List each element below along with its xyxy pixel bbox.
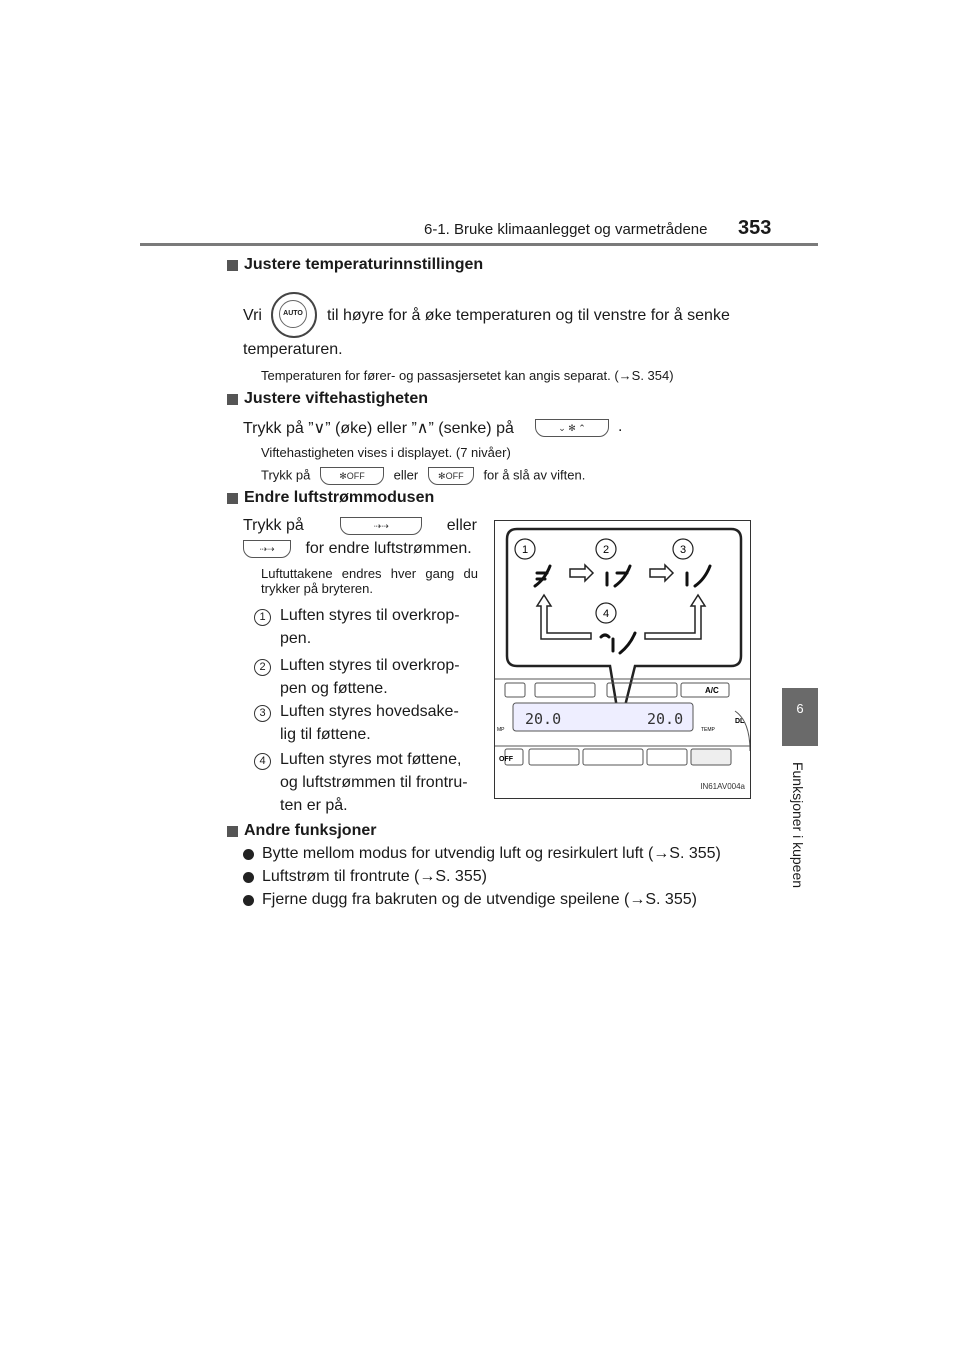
chapter-label: Funksjoner i kupeen xyxy=(790,761,806,889)
figure-code: IN61AV004a xyxy=(700,782,745,791)
ac-label: A/C xyxy=(705,686,719,695)
fan-line1-end: . xyxy=(618,418,623,435)
other-bullet-1: Bytte mellom modus for utvendig luft og resirkulert luft (→S. 355) xyxy=(243,845,721,863)
temp-heading: Justere temperaturinnstillingen xyxy=(227,256,483,274)
heading-square-icon xyxy=(227,394,238,405)
temp-line1-rest: til høyre for å øke temperaturen og til venstre for å senke xyxy=(327,307,730,324)
heading-square-icon xyxy=(227,493,238,504)
callout-2-icon: 2 xyxy=(254,659,271,676)
heading-square-icon xyxy=(227,260,238,271)
fan-speed-button-icon: ⌄ ✻ ⌃ xyxy=(535,419,609,437)
airflow-line1: Trykk på ⇢⇢ eller xyxy=(243,517,477,535)
page-number: 353 xyxy=(738,217,772,239)
airflow-mode-button-icon-2: ⇢⇢ xyxy=(243,540,291,558)
callout-num-2: 2 xyxy=(602,544,610,556)
fan-note1: Viftehastigheten vises i displayet. (7 nivåer) xyxy=(261,445,511,460)
heading-square-icon xyxy=(227,826,238,837)
other-bullet-3: Fjerne dugg fra bakruten og de utvendige speilene (→S. 355) xyxy=(243,891,697,909)
callout-num-3: 3 xyxy=(679,544,687,556)
callout-4-icon: 4 xyxy=(254,753,271,770)
other-bullet-2: Luftstrøm til frontrute (→S. 355) xyxy=(243,868,487,886)
airflow-item-2: 2 Luften styres til overkrop- pen og føttene. xyxy=(254,654,478,677)
temp-label-left: MP xyxy=(497,727,505,733)
display-left: 20.0 xyxy=(525,710,562,728)
airflow-item-1: 1 Luften styres til overkrop- pen. xyxy=(254,604,478,627)
fan-note2: Trykk på ✻OFF eller ✻OFF for å slå av viften. xyxy=(261,467,585,485)
off-label: OFF xyxy=(499,756,513,763)
display-right: 20.0 xyxy=(647,710,684,728)
fan-off-button-icon: ✻OFF xyxy=(320,467,384,485)
callout-num-1: 1 xyxy=(521,544,529,556)
header-rule xyxy=(140,243,818,246)
temp-label-right: TEMP xyxy=(701,727,715,733)
chapter-tab xyxy=(782,688,818,746)
callout-3-icon: 3 xyxy=(254,705,271,722)
airflow-item-4: 4 Luften styres mot føttene, og luftstrømmen til frontru- ten er på. xyxy=(254,748,478,771)
fan-line1: Trykk på ”∨” (øke) eller ”∧” (senke) på xyxy=(243,420,514,437)
fan-button-inline xyxy=(535,419,609,437)
airflow-heading: Endre luftstrømmodusen xyxy=(227,489,434,507)
knob-label: DL xyxy=(735,718,745,725)
temp-line2: temperaturen. xyxy=(243,341,343,358)
callout-num-4: 4 xyxy=(602,608,610,620)
bullet-icon xyxy=(243,872,254,883)
airflow-item-3: 3 Luften styres hovedsake- lig til føttene. xyxy=(254,700,478,723)
section-title: 6-1. Bruke klimaanlegget og varmetrådene xyxy=(424,221,708,238)
fan-heading: Justere viftehastigheten xyxy=(227,390,428,408)
bullet-icon xyxy=(243,849,254,860)
chapter-number: 6 xyxy=(796,701,804,716)
temp-line1: Vri xyxy=(243,307,262,324)
callout-bubble xyxy=(507,529,741,726)
airflow-diagram xyxy=(495,521,750,798)
airflow-figure xyxy=(494,520,751,799)
temp-knob-icon: AUTO xyxy=(271,292,317,338)
other-heading: Andre funksjoner xyxy=(227,822,376,840)
fan-off-button-icon-2: ✻OFF xyxy=(428,467,474,485)
temp-note: Temperaturen for fører- og passasjersetet kan angis separat. (→S. 354) xyxy=(261,368,674,383)
bullet-icon xyxy=(243,895,254,906)
airflow-line2: ⇢⇢ for endre luftstrømmen. xyxy=(243,540,472,558)
airflow-note: Luftuttakene endres hver gang du trykker på bryteren. xyxy=(261,566,478,596)
airflow-mode-button-icon: ⇢⇢ xyxy=(340,517,422,535)
callout-1-icon: 1 xyxy=(254,609,271,626)
